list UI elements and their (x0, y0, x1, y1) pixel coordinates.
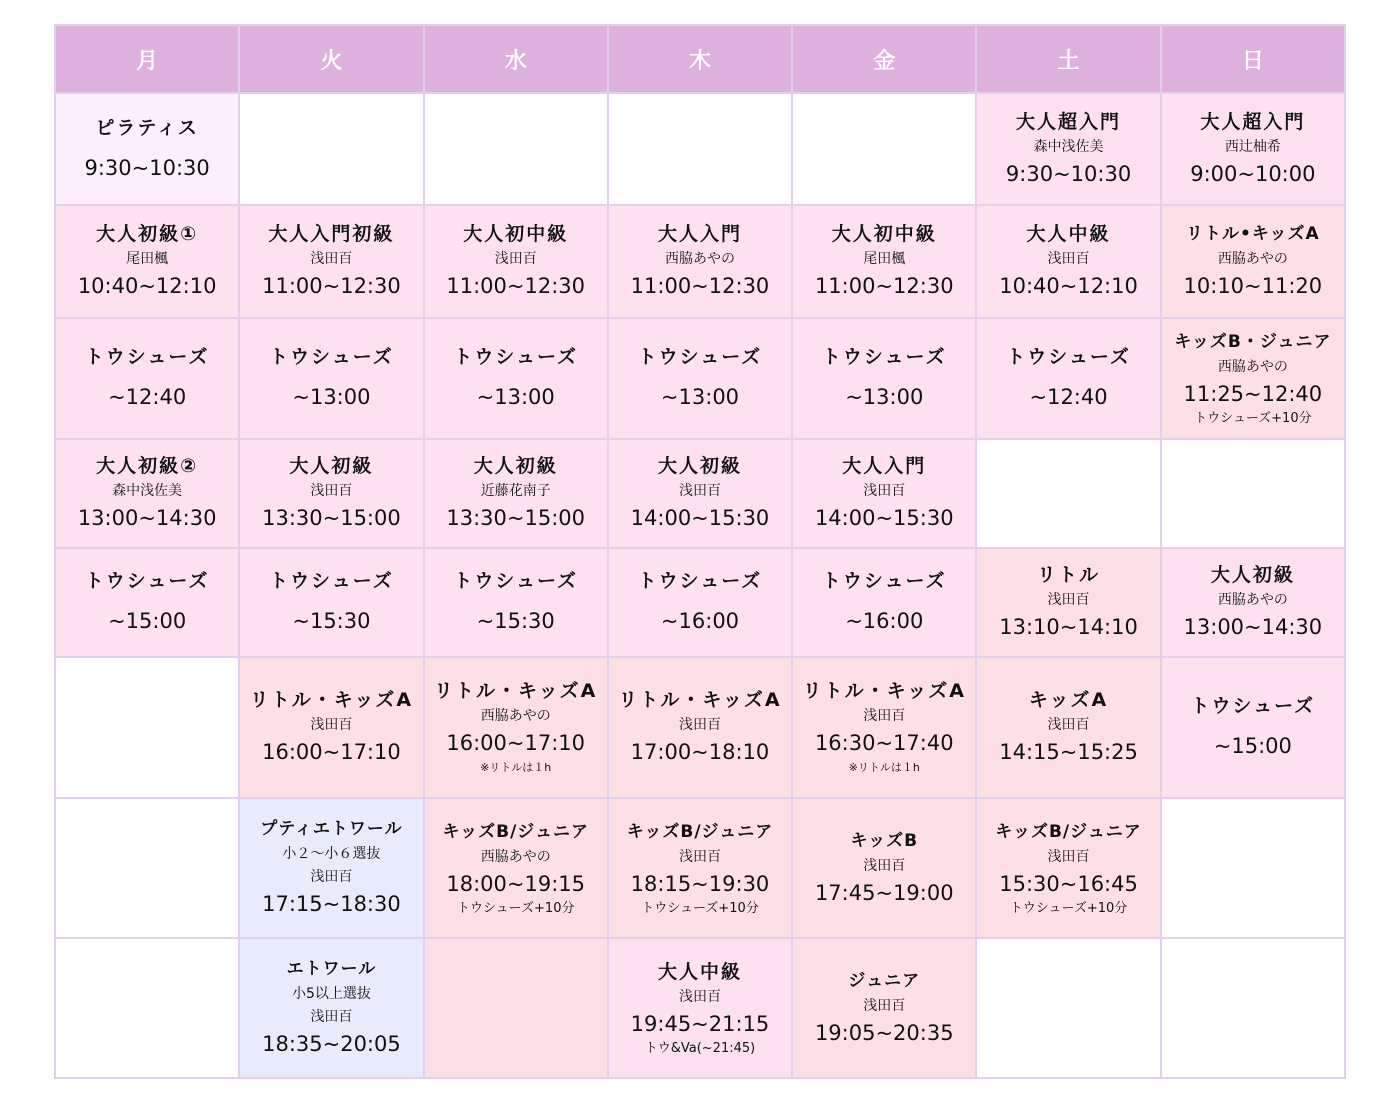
class-time: 18:35~20:05 (262, 1032, 401, 1056)
class-time: ~12:40 (1029, 385, 1108, 409)
class-name: 大人初級 (1210, 564, 1295, 586)
class-cell (239, 798, 423, 938)
class-teacher: 西脇あやの (664, 251, 735, 267)
class-teacher: 浅田百 (678, 848, 721, 865)
class-cell (1161, 657, 1345, 798)
class-cell (608, 439, 792, 548)
empty-cell (55, 798, 239, 938)
class-teacher: 西脇あやの (1217, 359, 1288, 375)
class-cell (1161, 548, 1345, 657)
class-teacher: 浅田百 (310, 483, 353, 499)
class-cell (1161, 93, 1345, 205)
class-teacher: 尾田楓 (126, 251, 169, 267)
class-cell (608, 318, 792, 439)
class-note: ※リトルは１h (480, 761, 552, 774)
class-name: リトル・キッズA (618, 689, 782, 711)
class-name: トウシューズ (269, 346, 394, 368)
class-teacher: 浅田百 (863, 857, 906, 874)
class-teacher: 浅田百 (863, 997, 906, 1014)
timetable-row (55, 205, 1345, 318)
class-name: トウシューズ (84, 570, 210, 592)
class-name: 大人中級 (1026, 223, 1111, 245)
class-name: 大人入門 (842, 455, 927, 477)
class-name: 大人初級 (473, 455, 558, 477)
empty-cell (1161, 938, 1345, 1078)
class-time: ~13:00 (292, 385, 371, 409)
class-cell (239, 439, 423, 548)
empty-cell (55, 938, 239, 1078)
class-name: 大人超入門 (1200, 110, 1306, 133)
class-name: リトル•キッズA (1186, 224, 1320, 244)
class-teacher: 浅田百 (310, 717, 353, 733)
class-name: 大人超入門 (1016, 110, 1122, 133)
class-name: リトル・キッズA (434, 680, 598, 702)
class-subtitle: 小２〜小６選抜 (282, 846, 381, 862)
timetable-row (55, 938, 1345, 1078)
class-teacher: 浅田百 (678, 988, 721, 1005)
class-time: 18:15~19:30 (630, 871, 770, 896)
class-cell (424, 205, 608, 318)
class-time: ~12:40 (108, 385, 187, 409)
class-time: 13:00~14:30 (1183, 615, 1323, 639)
class-teacher: 浅田百 (1047, 848, 1090, 865)
class-teacher: 浅田百 (1047, 251, 1090, 267)
class-cell (976, 205, 1160, 318)
class-name: エトワール (286, 959, 377, 979)
class-teacher: 浅田百 (1047, 592, 1090, 608)
class-name: キッズB (850, 830, 919, 851)
day-header-mon: 月 (55, 25, 239, 93)
class-teacher: 浅田百 (1047, 717, 1090, 733)
class-teacher: 浅田百 (310, 869, 353, 885)
class-teacher: 西脇あやの (1217, 592, 1288, 608)
class-cell (55, 439, 239, 548)
class-teacher: 浅田百 (310, 1009, 353, 1025)
class-name: キッズA (1028, 689, 1109, 711)
class-time: 10:40~12:10 (77, 274, 217, 298)
empty-cell (424, 93, 608, 205)
class-name: ジュニア (848, 970, 921, 991)
class-name: トウシューズ (821, 570, 947, 592)
class-cell (976, 318, 1160, 439)
class-teacher: 浅田百 (863, 483, 906, 499)
class-time: 11:00~12:30 (262, 274, 401, 298)
class-time: 11:00~12:30 (446, 274, 586, 298)
class-name: 大人入門初級 (268, 223, 395, 245)
class-time: 16:00~17:10 (262, 740, 401, 764)
timetable-row (55, 93, 1345, 205)
class-cell (976, 548, 1160, 657)
class-cell (792, 548, 976, 657)
class-cell (424, 657, 608, 798)
class-name: トウシューズ (269, 570, 394, 592)
class-name: トウシューズ (821, 346, 947, 368)
class-time: 16:30~17:40 (814, 731, 954, 755)
class-cell (239, 548, 423, 657)
class-name: 大人初級① (96, 223, 199, 245)
empty-cell (976, 439, 1160, 548)
class-time: ~16:00 (660, 609, 740, 633)
class-teacher: 浅田百 (863, 708, 906, 724)
class-time: 14:15~15:25 (999, 740, 1138, 764)
class-cell (608, 657, 792, 798)
timetable-row (55, 798, 1345, 938)
empty-cell (55, 657, 239, 798)
class-teacher: 西脇あやの (480, 848, 551, 865)
class-time: 19:05~20:35 (814, 1020, 954, 1045)
class-time: 10:10~11:20 (1183, 274, 1323, 298)
class-name: リトル (1037, 564, 1101, 586)
timetable-row (55, 439, 1345, 548)
class-cell (239, 318, 423, 439)
class-time: 9:30~10:30 (84, 155, 210, 180)
class-time: 17:45~19:00 (814, 880, 954, 905)
class-cell (608, 205, 792, 318)
class-name: ピラティス (95, 116, 199, 139)
class-time: 18:00~19:15 (446, 871, 586, 896)
class-cell (792, 439, 976, 548)
class-time: 19:45~21:15 (630, 1011, 770, 1036)
class-note: トウシューズ+10分 (1009, 900, 1128, 916)
class-time: 11:00~12:30 (814, 274, 954, 298)
class-note: ※リトルは１h (848, 761, 920, 774)
class-note: トウシューズ+10分 (641, 900, 759, 916)
empty-cell (1161, 439, 1345, 548)
class-subtitle: 小5以上選抜 (291, 986, 371, 1002)
day-header-thu: 木 (608, 25, 792, 93)
class-name: 大人初級② (96, 455, 199, 477)
weekly-timetable (54, 24, 1346, 1079)
class-time: 13:10~14:10 (999, 615, 1138, 639)
class-cell (424, 548, 608, 657)
class-name: 大人初級 (289, 455, 374, 477)
class-cell (608, 938, 792, 1078)
class-cell (239, 205, 423, 318)
empty-cell (976, 938, 1160, 1078)
empty-cell (1161, 798, 1345, 938)
class-teacher: 浅田百 (310, 251, 353, 267)
class-teacher: 西辻柚希 (1224, 138, 1281, 155)
class-time: 13:30~15:00 (262, 506, 401, 530)
class-cell (792, 798, 976, 938)
class-time: ~15:30 (292, 609, 371, 633)
class-cell (976, 798, 1160, 938)
class-time: 17:15~18:30 (262, 892, 401, 916)
class-time: 16:00~17:10 (446, 731, 586, 755)
class-cell (792, 318, 976, 439)
day-header-row (55, 25, 1345, 93)
class-note: トウシューズ+10分 (1194, 411, 1312, 426)
class-time: 13:30~15:00 (446, 506, 586, 530)
class-name: キッズB/ジュニア (626, 821, 774, 842)
class-teacher: 尾田楓 (863, 251, 906, 267)
class-time: ~16:00 (845, 609, 924, 633)
class-time: 14:00~15:30 (630, 506, 770, 530)
class-name: トウシューズ (1190, 695, 1316, 717)
class-cell (424, 798, 608, 938)
class-note: トウシューズ+10分 (456, 900, 575, 916)
class-name: キッズB・ジュニア (1174, 332, 1332, 352)
class-name: キッズB/ジュニア (442, 821, 589, 842)
class-name: プティエトワール (260, 819, 403, 839)
class-name: トウシューズ (637, 570, 763, 592)
class-name: 大人初級 (657, 455, 742, 477)
class-cell (792, 205, 976, 318)
class-cell (792, 938, 976, 1078)
class-cell (1161, 318, 1345, 439)
class-time: ~13:00 (476, 385, 555, 409)
class-teacher: 浅田百 (678, 483, 721, 499)
class-cell (55, 548, 239, 657)
class-name: 大人初中級 (831, 223, 937, 245)
class-name: トウシューズ (1006, 346, 1131, 368)
empty-cell (608, 93, 792, 205)
class-time: 9:30~10:30 (1005, 161, 1132, 186)
empty-cell (424, 938, 608, 1078)
class-cell (424, 318, 608, 439)
day-header-wed: 水 (424, 25, 608, 93)
class-name: トウシューズ (453, 346, 579, 368)
class-cell (55, 93, 239, 205)
day-header-fri: 金 (792, 25, 976, 93)
class-cell (239, 657, 423, 798)
class-time: 11:00~12:30 (630, 274, 770, 298)
class-time: 14:00~15:30 (814, 506, 954, 530)
class-time: 11:25~12:40 (1183, 382, 1323, 406)
class-time: 10:40~12:10 (999, 274, 1138, 298)
class-teacher: 近藤花南子 (480, 483, 551, 499)
class-note: トウ&Va(~21:45) (644, 1040, 756, 1056)
class-time: ~13:00 (660, 385, 740, 409)
class-name: トウシューズ (453, 570, 579, 592)
class-cell (239, 938, 423, 1078)
class-time: ~15:00 (108, 609, 187, 633)
class-time: ~15:00 (1213, 734, 1292, 758)
day-header-sun: 日 (1161, 25, 1345, 93)
timetable-row (55, 657, 1345, 798)
class-name: トウシューズ (637, 346, 763, 368)
class-name: キッズB/ジュニア (995, 821, 1142, 842)
class-time: 17:00~18:10 (630, 740, 770, 764)
class-cell (55, 205, 239, 318)
class-name: リトル・キッズA (249, 689, 414, 711)
class-name: トウシューズ (84, 346, 210, 368)
class-time: 15:30~16:45 (999, 871, 1138, 896)
class-name: リトル・キッズA (802, 680, 966, 702)
class-name: 大人入門 (657, 223, 742, 245)
class-teacher: 西脇あやの (1217, 251, 1288, 267)
timetable-row (55, 548, 1345, 657)
class-cell (55, 318, 239, 439)
class-teacher: 浅田百 (678, 717, 721, 733)
class-time: ~15:30 (476, 609, 555, 633)
class-teacher: 森中浅佐美 (1033, 138, 1104, 155)
class-cell (1161, 205, 1345, 318)
timetable-row (55, 318, 1345, 439)
class-teacher: 西脇あやの (480, 708, 551, 724)
class-time: ~13:00 (845, 385, 924, 409)
class-time: 9:00~10:00 (1190, 161, 1316, 186)
day-header-sat: 土 (976, 25, 1160, 93)
empty-cell (239, 93, 423, 205)
day-header-tue: 火 (239, 25, 423, 93)
class-time: 13:00~14:30 (77, 506, 217, 530)
class-teacher: 森中浅佐美 (112, 483, 183, 499)
class-cell (608, 798, 792, 938)
class-cell (976, 93, 1160, 205)
empty-cell (792, 93, 976, 205)
class-cell (424, 439, 608, 548)
class-name: 大人初中級 (463, 223, 569, 245)
class-teacher: 浅田百 (494, 251, 537, 267)
class-cell (976, 657, 1160, 798)
class-cell (608, 548, 792, 657)
class-cell (792, 657, 976, 798)
class-name: 大人中級 (657, 960, 742, 983)
